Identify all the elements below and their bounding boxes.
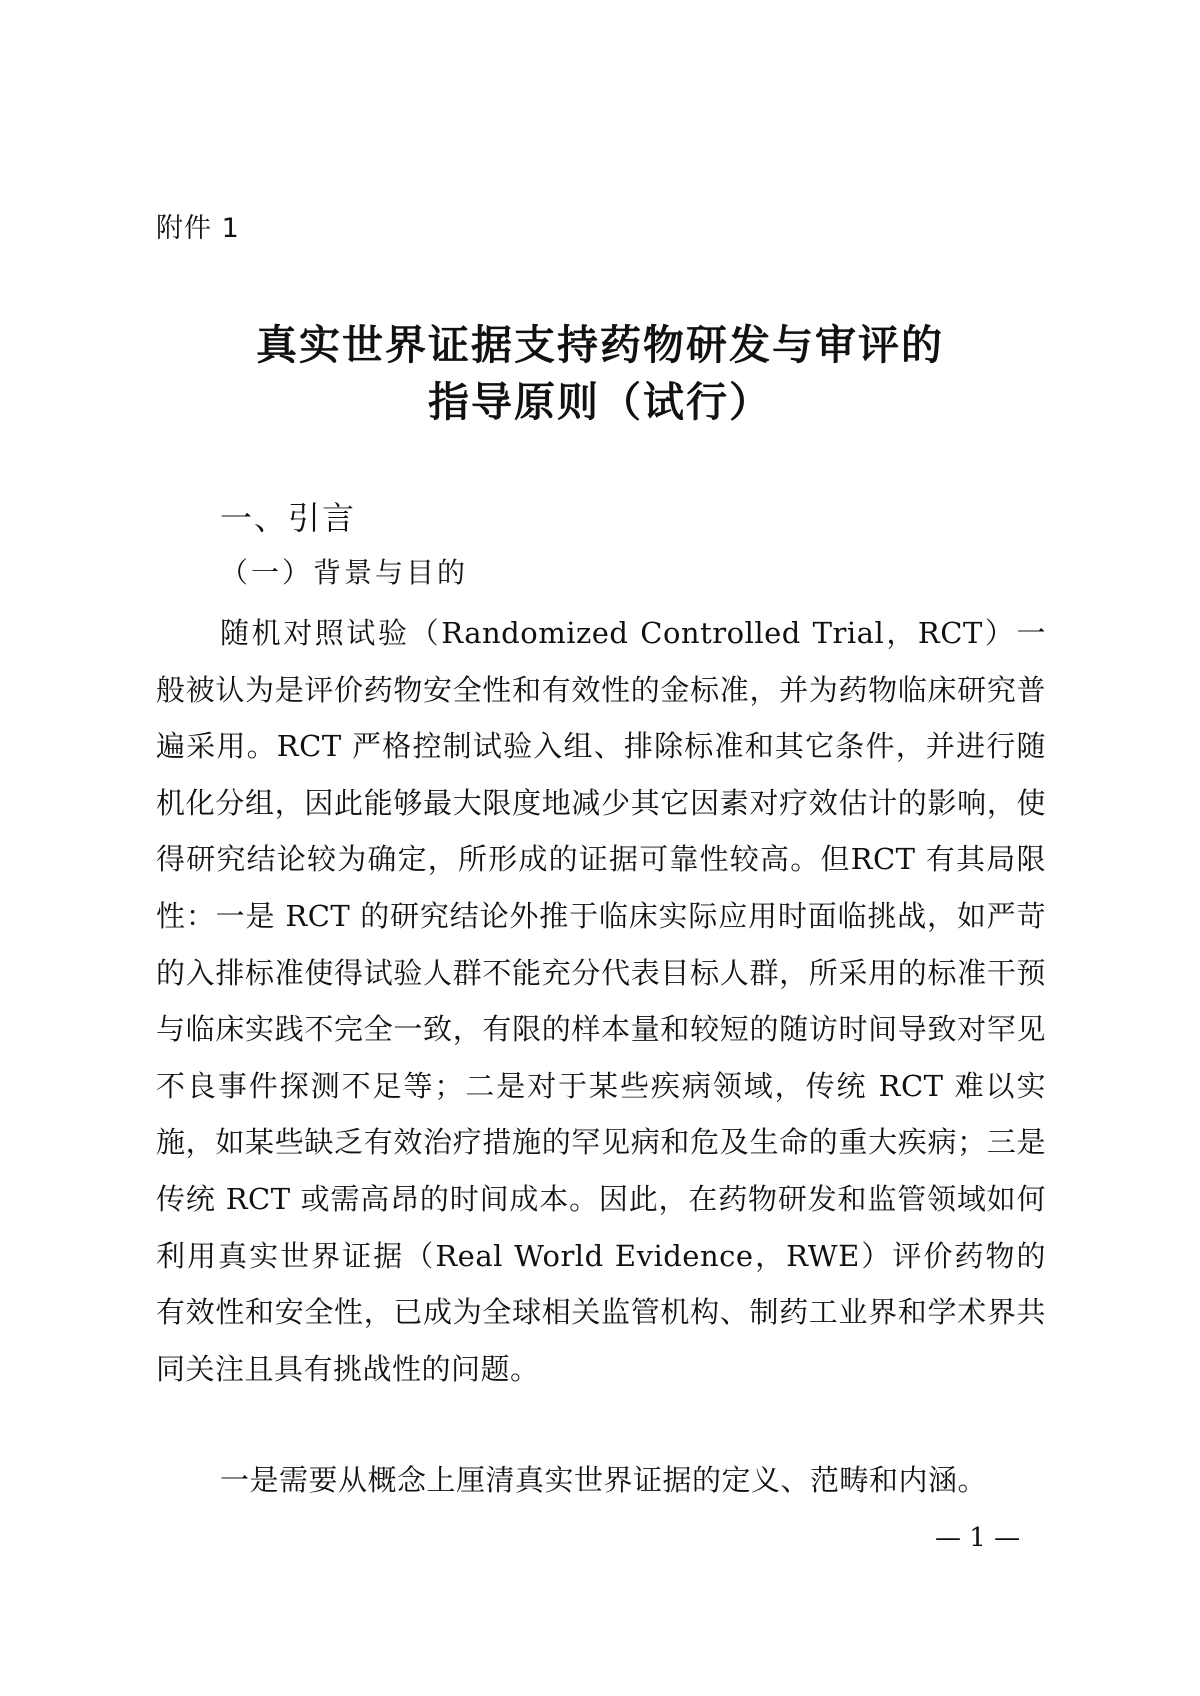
subsection-heading: （一）背景与目的 <box>220 556 469 589</box>
document-title-line-1: 真实世界证据支持药物研发与审评的 <box>256 321 944 369</box>
section-heading: 一、引言 <box>220 499 357 537</box>
attachment-label: 附件 1 <box>156 213 240 244</box>
page-number: — 1 — <box>935 1523 1021 1553</box>
body-paragraph-2: 一是需要从概念上厘清真实世界证据的定义、范畴和内涵。 <box>220 1463 988 1497</box>
body-paragraph-1: 随机对照试验（Randomized Controlled Trial，RCT）一般被认为是评价药物安全性和有效性的金标准，并为药物临床研究普遍采用。RCT 严格控制试验入组、排除标准和其它条件，并进行随机化分组，因此能够最大限度地减少其它因素对疗效估计的影响，使得研究结论较为确定，所形成的证据可靠性较高。但RCT 有其局限性：一是 RCT 的研究结论外推于临床实际应用时面临挑战，如严苛的入排标准使得试验人群不能充分代表目标人群，所采用的标准干预与临床实践不完全一致，有限的样本量和较短的随访时间导致对罕见不良事件探测不足等；二是对于某些疾病领域，传统 RCT 难以实施，如某些缺乏有效治疗措施的罕见病和危及生命的重大疾病；三是传统 RCT 或需高昂的时间成本。因此，在药物研发和监管领域如何利用真实世界证据（Real World Evidence，RWE）评价药物的有效性和安全性，已成为全球相关监管机构、制药工业界和学术界共同关注且具有挑战性的问题。 <box>156 616 1046 1386</box>
document-title-line-2: 指导原则（试行） <box>428 378 772 426</box>
